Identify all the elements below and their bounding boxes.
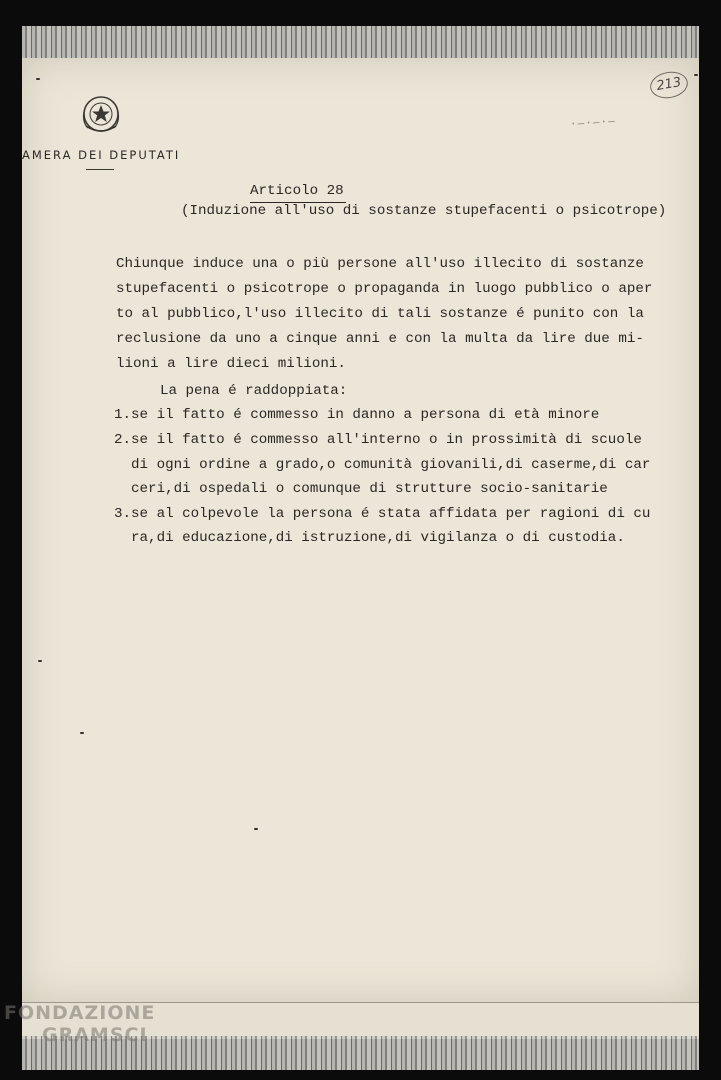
scan-border-top: [22, 26, 699, 60]
paragraph-line: to al pubblico,l'uso illecito di tali sostanze é punito con la: [116, 306, 644, 322]
paragraph-line: Chiunque induce una o più persone all'uso illecito di sostanze: [116, 256, 644, 272]
watermark-logo: [4, 1002, 155, 1046]
list-item: ceri,di ospedali o comunque di strutture socio-sanitarie: [114, 481, 608, 497]
page-number-stamp: 213: [648, 69, 690, 101]
watermark-line-1: FONDAZIONE: [4, 1002, 156, 1024]
article-title: Articolo 28: [250, 183, 344, 199]
list-item: ra,di educazione,di istruzione,di vigilanza o di custodia.: [114, 530, 625, 546]
list-item: 3.se al colpevole la persona é stata affidata per ragioni di cu: [114, 506, 651, 522]
republic-emblem-icon: [78, 92, 124, 138]
paragraph-line: reclusione da uno a cinque anni e con la multa da lire due mi-: [116, 331, 644, 347]
paragraph-line: stupefacenti o psicotrope o propaganda in luogo pubblico o aper: [116, 281, 653, 297]
penalty-intro: La pena é raddoppiata:: [160, 383, 348, 399]
scan-speck: [694, 74, 698, 76]
list-item: 1.se il fatto é commesso in danno a persona di età minore: [114, 407, 600, 423]
list-item: 2.se il fatto é commesso all'interno o in prossimità di scuole: [114, 432, 642, 448]
scan-speck: [38, 660, 42, 662]
scan-speck: [80, 732, 84, 734]
article-subtitle: (Induzione all'uso di sostanze stupefacenti o psicotrope): [181, 203, 667, 219]
scan-speck: [36, 78, 40, 80]
chamber-rule: [86, 169, 114, 170]
list-item: di ogni ordine a grado,o comunità giovanili,di caserme,di car: [114, 457, 651, 473]
scan-speck: [254, 828, 258, 830]
chamber-heading: AMERA DEI DEPUTATI: [22, 148, 181, 162]
paragraph-line: lioni a lire dieci milioni.: [116, 356, 346, 372]
marginal-note: ·–·–·–: [569, 114, 617, 131]
watermark-line-2: GRAMSCI: [42, 1024, 148, 1046]
